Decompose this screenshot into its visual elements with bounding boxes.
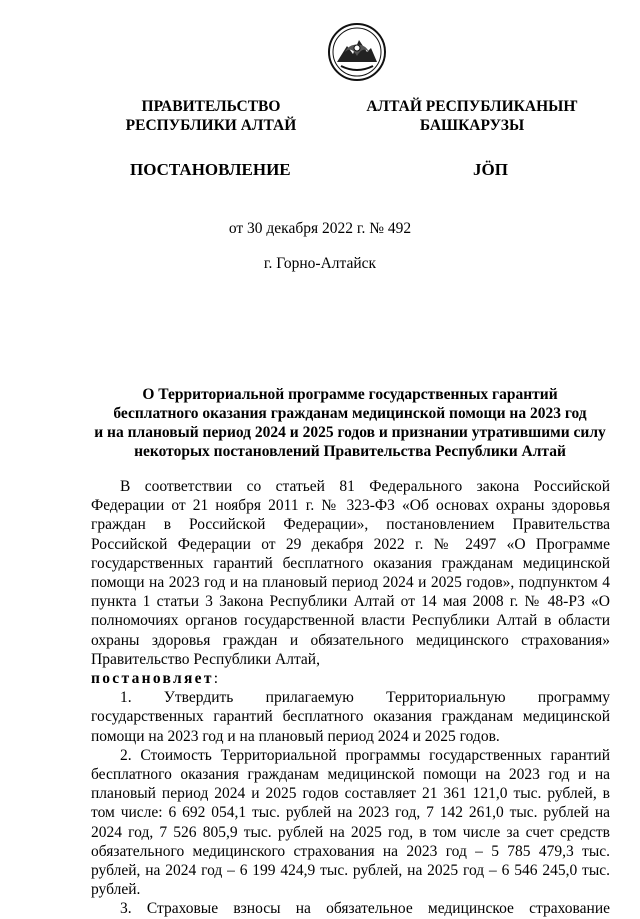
doc-city: г. Горно-Алтайск [263,255,377,272]
org-line: АЛТАЙ РЕСПУБЛИКАНЫҤ [366,98,578,115]
intro-paragraph: В соответствии со статьей 81 Федерального закона Российской Федерации от 21 ноября 2011 г. № 323-ФЗ «Об основах охраны здоровья граждан в Российской Федерации», постановлением Правительства Российской Федерации от 29 декабря 2022 г. № 2497 «О Программе государственных гарантий бесплатного оказания гражданам медицинской помощи на 2023 год и на плановый период 2024 и 2025 годов», подпунктом 4 пункта 1 статьи 3 Закона Республики Алтай от 14 мая 2008 г. № 48-РЗ «О полномочиях органов государственной власти Республики Алтай в области охраны здоровья граждан и обязательного медицинского страхования» Правительство Республики Алтай, [91,478,610,668]
resolves-line [91,669,610,688]
org-line: БАШКАРУЗЫ [419,117,525,134]
doc-body [91,477,610,919]
item-2-paragraph: 2. Стоимость Территориальной программы государственных гарантий бесплатного оказания гражданам медицинской помощи на 2023 год и на плановый период 2024 и 2025 годов составляет 21 361 121,0 тыс. рублей, в том числе: 6 692 054,1 тыс. рублей на 2023 год, 7 142 261,0 тыс. рублей на 2024 год, 7 526 805,9 тыс. рублей на 2025 год, в том числе за счет средств обязательного медицинского страхования на 2023 год – 5 785 479,3 тыс. рублей, на 2024 год – 6 199 424,9 тыс. рублей, на 2025 год – 6 546 245,0 тыс. рублей. [91,746,610,899]
government-name-altai [352,97,592,135]
item-1-paragraph: 1. Утвердить прилагаемую Территориальную программу государственных гарантий бесплатного оказания гражданам медицинской помощи на 2023 год и на плановый период 2024 и 2025 годов. [91,689,610,745]
item-3-paragraph: 3. Страховые взносы на обязательное медицинское страхование [120,900,610,918]
doc-type-altai: JӦП [473,160,508,179]
title-line: и на плановый период 2024 и 2025 годов и признании утратившими силу [94,424,606,441]
doc-type-russian: ПОСТАНОВЛЕНИЕ [130,160,291,179]
org-line: ПРАВИТЕЛЬСТВО [141,98,281,115]
title-line: бесплатного оказания гражданам медицинской помощи на 2023 год [113,405,587,422]
doc-title [80,385,620,461]
resolves-word: постановляет [91,670,214,688]
org-line: РЕСПУБЛИКИ АЛТАЙ [125,117,297,134]
title-line: некоторых постановлений Правительства Республики Алтай [134,443,566,460]
doc-date-number: от 30 декабря 2022 г. № 492 [228,220,412,237]
title-line: О Территориальной программе государственных гарантий [142,386,558,403]
government-name-russian [91,97,331,135]
coat-of-arms-emblem [327,22,387,82]
resolves-punct: : [213,670,219,688]
